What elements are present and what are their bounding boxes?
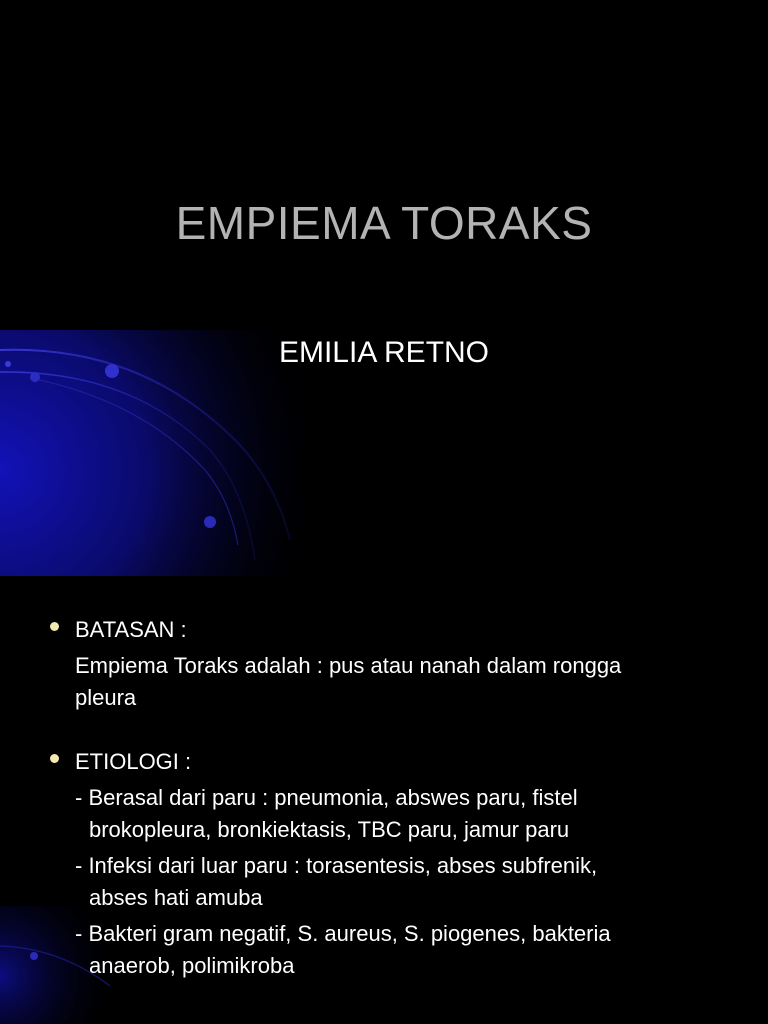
bullet-etiologi: [0, 746, 768, 982]
bullet-text-line: - Infeksi dari luar paru : torasentesis, abses subfrenik,: [75, 853, 598, 878]
slide-subtitle: EMILIA RETNO: [278, 336, 490, 369]
bullet-heading: BATASAN :: [75, 617, 187, 642]
bullet-text-line: pleura: [75, 685, 137, 710]
bullet-text-line: - Berasal dari paru : pneumonia, abswes paru, fistel: [75, 785, 578, 810]
bullet-text-line: Empiema Toraks adalah : pus atau nanah dalam rongga: [75, 653, 622, 678]
content-slide: [0, 576, 768, 1024]
bullet-text-line: anaerob, polimikroba: [89, 953, 295, 978]
bullet-text-line: abses hati amuba: [89, 885, 263, 910]
bullet-batasan: [0, 614, 768, 714]
bullet-list: [0, 614, 768, 1014]
slide-title: EMPIEMA TORAKS: [175, 197, 593, 249]
bullet-text-line: brokopleura, bronkiektasis, TBC paru, jamur paru: [89, 817, 570, 842]
bullet-text-line: - Bakteri gram negatif, S. aureus, S. piogenes, bakteria: [75, 921, 611, 946]
bullet-heading: ETIOLOGI :: [75, 749, 192, 774]
